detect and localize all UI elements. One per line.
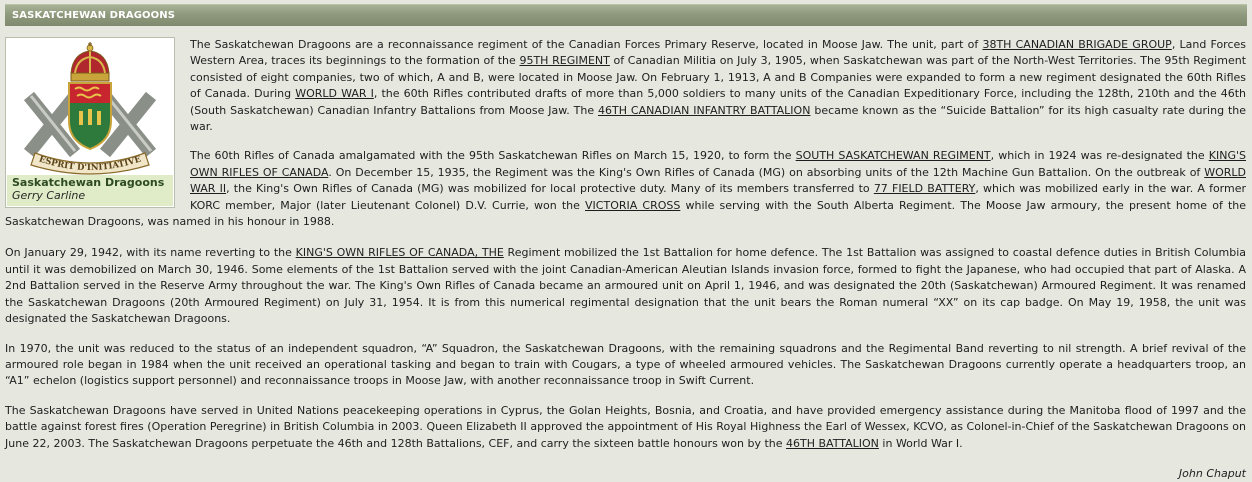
article-link[interactable]: SOUTH SASKATCHEWAN REGIMENT — [795, 149, 991, 163]
article-link[interactable]: 46TH CANADIAN INFANTRY BATTALION — [598, 103, 811, 117]
shield-icon — [69, 83, 111, 149]
paragraph-text: , the King's Own Rifles of Canada (MG) was mobilized for local protective duty. Many of its members transferred to — [226, 182, 874, 196]
article-link[interactable]: VICTORIA CROSS — [585, 198, 681, 212]
paragraph-text: , which in 1924 was re-designated the — [990, 149, 1209, 163]
paragraph-text: , Land Forces Western Area, traces its beginnings to the formation of the — [190, 38, 1246, 68]
paragraph-text: of Canadian Militia on July 3, 1905, when Saskatchewan was part of the North-West Territories. The 95th Regiment consisted of eight companies, two of which, A and B, were located in Moose Jaw. On February 1, 1913, A and B Companies were expanded to form a new regiment designated the 60th Rifles of Canada. During — [190, 54, 1247, 101]
paragraph-3 — [5, 230, 1246, 327]
article-link[interactable]: WORLD WAR I — [295, 87, 374, 101]
article-link[interactable]: 77 FIELD BATTERY — [873, 182, 976, 196]
photo-box[interactable] — [5, 37, 175, 208]
paragraph-text: became known as the “Suicide Battalion” for its high casualty rate during the war. — [190, 103, 1247, 134]
paragraph-text: In 1970, the unit was reduced to the status of an independent squadron, “A” Squadron, the Saskatchewan Dragoons, with the remaining squadrons and the Regimental Band reverting to nil strength. A brief revival of the armoured role began in 1984 when the unit received an operational tasking and began to train with Cougars, a type of wheeled armoured vehicles. The Saskatchewan Dragoons currently operate a headquarters troop, an “A1” echelon (logistics support personnel) and reconnaissance troops in Moose Jaw, with another reconnaissance troop in Swift Current. — [5, 341, 1246, 388]
paragraph-text: The 60th Rifles of Canada amalgamated with the 95th Saskatchewan Rifles on March 15, 1920, to form the — [190, 149, 796, 163]
caption-title: Saskatchewan Dragoons — [12, 176, 165, 189]
paragraph-text: The Saskatchewan Dragoons are a reconnaissance regiment of the Canadian Forces Primary Reserve, located in Moose Jaw. The unit, part of — [190, 38, 983, 51]
article-link[interactable]: KING'S OWN RIFLES OF CANADA, THE — [295, 246, 504, 260]
article-body — [5, 26, 1246, 482]
paragraph-text: in World War I. — [878, 436, 963, 450]
paragraph-text: , which was mobilized early in the war. A former KORC member, Major (later Lieutenant Colonel) D.V. Currie, won the — [190, 182, 1247, 212]
caption-credit: Gerry Carline — [12, 188, 86, 202]
paragraph-text: On January 29, 1942, with its name reverting to the — [5, 246, 296, 260]
paragraph-4 — [5, 328, 1246, 390]
article-link[interactable]: 46TH BATTALION — [786, 436, 879, 450]
paragraph-text: Regiment mobilized the 1st Battalion for home defence. The 1st Battalion was assigned to coastal defence duties in British Columbia until it was demobilized on March 30, 1946. Some elements of the 1st Battalion served with the joint Canadian-American Aleutian Islands invasion force, formed to fight the Japanese, who had occupied that part of Alaska. A 2nd Battalion served in the Reserve Army throughout the war. The King's Own Rifles of Canada became an armoured unit on April 1, 1946, and was designated the 20th (Saskatchewan) Armoured Regiment. It was renamed the Saskatchewan Dragoons (20th Armoured Regiment) on July 31, 1954. It is from this numerical regimental designation that the unit bears the Roman numeral “XX” on its cap badge. On May 19, 1958, the unit was designated the Saskatchewan Dragoons. — [5, 246, 1246, 326]
encyclopedia-entry — [0, 4, 1252, 478]
photo-caption — [7, 175, 173, 206]
paragraph-5 — [5, 390, 1246, 452]
paragraph-text: . On December 15, 1935, the Regiment was the King's Own Rifles of Canada (MG) on absorbing units of the 12th Machine Gun Battalion. On the outbreak of — [328, 165, 1205, 179]
paragraph-text: The Saskatchewan Dragoons have served in United Nations peacekeeping operations in Cyprus, the Golan Heights, Bosnia, and Croatia, and have provided emergency assistance during the Manitoba flood of 1997 and the battle against forest fires (Operation Peregrine) in British Columbia in 2003. Queen Elizabeth II approved the appointment of His Royal Highness the Earl of Wessex, KCVO, as Colonel-in-Chief of the Saskatchewan Dragoons on June 22, 2003. The Saskatchewan Dragoons perpetuate the 46th and 128th Battalions, CEF, and carry the sixteen battle honours won by the — [5, 403, 1246, 450]
regimental-badge-image — [17, 41, 163, 177]
paragraph-2 — [5, 135, 1246, 230]
section-title-bar — [5, 4, 1247, 26]
section-title: SASKATCHEWAN DRAGOONS — [12, 10, 176, 21]
motto-text: ESPRIT D'INITIATIVE — [37, 154, 143, 174]
article-link[interactable]: 38TH CANADIAN BRIGADE GROUP — [982, 38, 1172, 51]
paragraph-1 — [5, 26, 1246, 135]
article-link[interactable]: KING'S OWN RIFLES OF CANADA — [190, 149, 1246, 179]
author-credit: John Chaput — [1178, 466, 1246, 480]
paragraph-text: while serving with the South Alberta Regiment. The Moose Jaw armoury, the present home of the Saskatchewan Dragoons, was named in his honour in 1988. — [5, 198, 1247, 229]
article-link[interactable]: WORLD WAR II — [190, 165, 1246, 196]
article-link[interactable]: 95TH REGIMENT — [519, 54, 610, 68]
paragraph-text: , the 60th Rifles contributed drafts of more than 5,000 soldiers to many units of the Canadian Expeditionary Force, including the 128th, 210th and the 46th (South Saskatchewan) Canadian Infantry Battalions from Moose Jaw. The — [190, 87, 1246, 117]
